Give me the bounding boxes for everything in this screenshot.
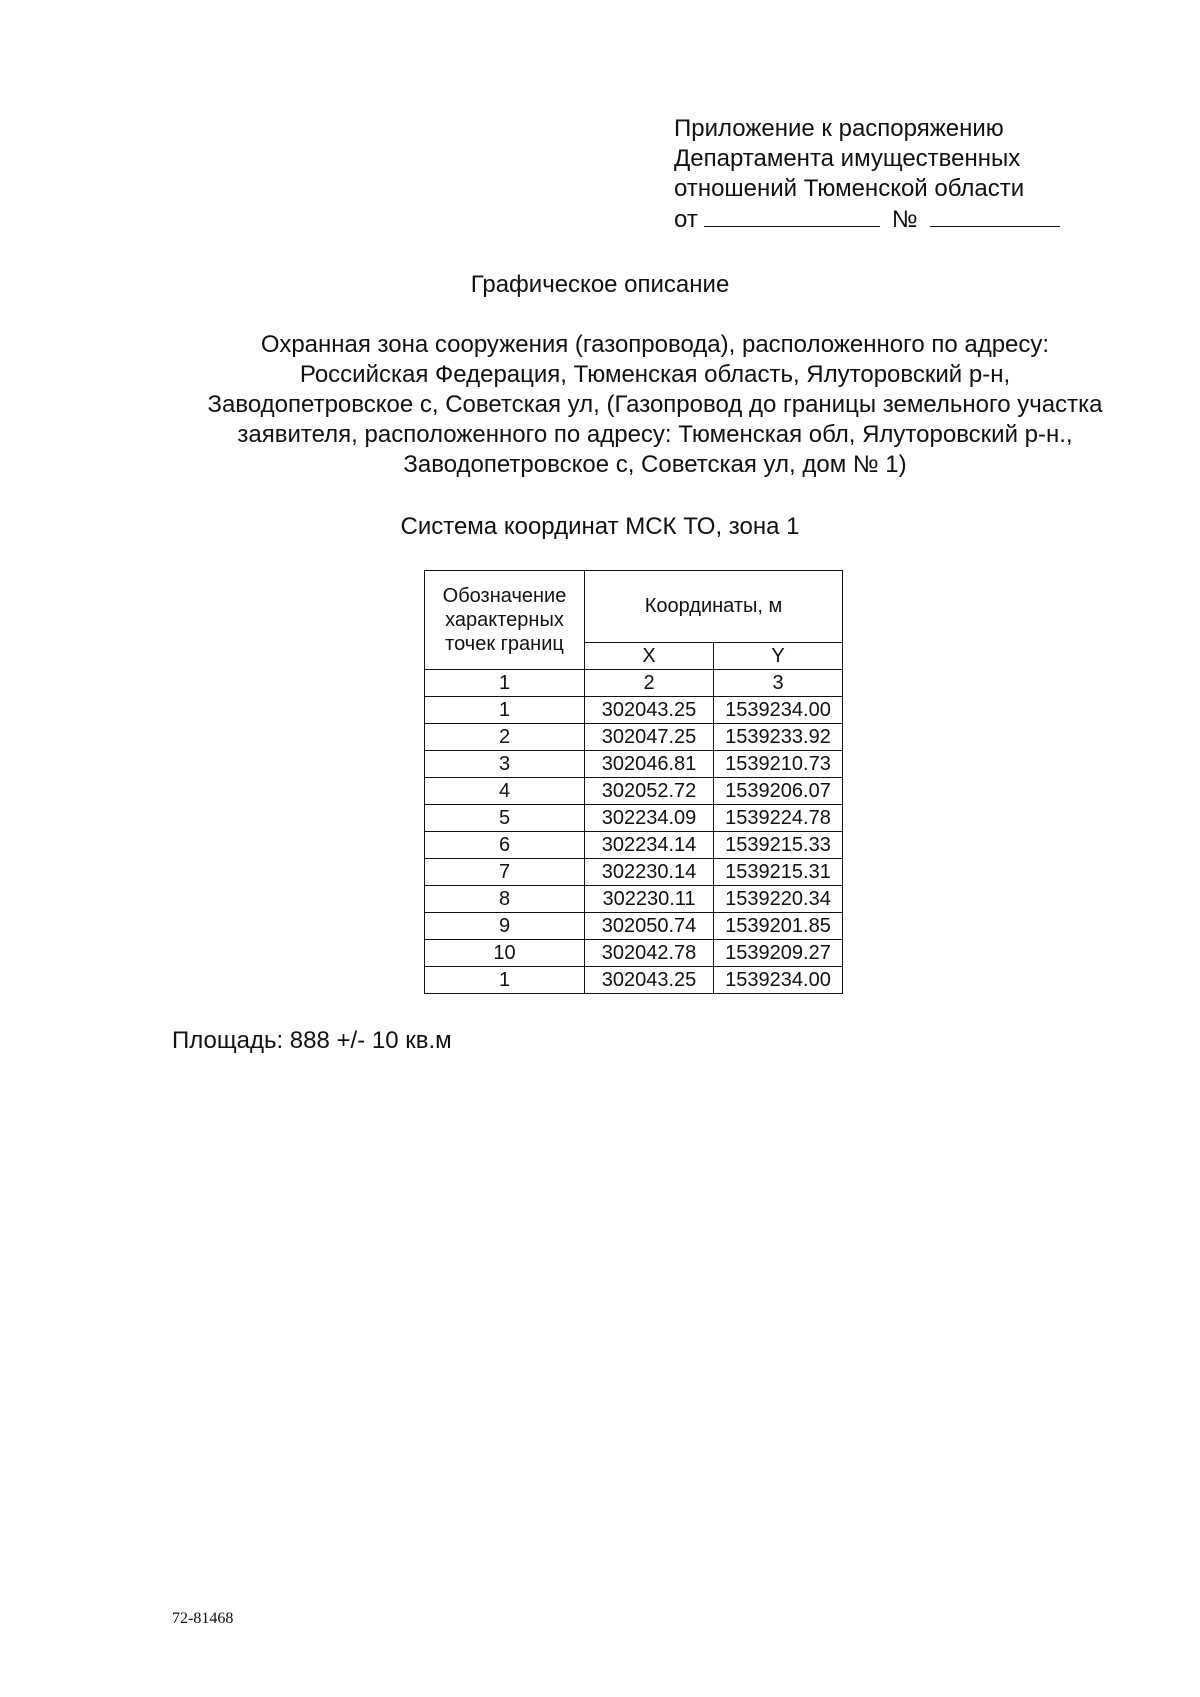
appendix-line-1: Приложение к распоряжению (674, 115, 1004, 142)
date-label: от (674, 206, 698, 233)
header-y: Y (714, 642, 843, 669)
x-cell: 302043.25 (585, 967, 714, 994)
appendix-header (674, 114, 1094, 235)
header-designation-line: характерных (445, 609, 564, 631)
table-row (425, 697, 843, 724)
y-cell: 1539215.33 (714, 832, 843, 859)
x-cell: 302042.78 (585, 940, 714, 967)
description-line: Российская Федерация, Тюменская область, Ялуторовский р-н, (299, 361, 1011, 388)
table-row (425, 859, 843, 886)
header-x: X (585, 642, 714, 669)
table-row (425, 940, 843, 967)
table-row (425, 913, 843, 940)
column-number: 3 (714, 670, 843, 697)
coordinate-system: Система координат МСК ТО, зона 1 (400, 513, 800, 540)
header-designation-line: точек границ (445, 633, 564, 655)
appendix-line-3: отношений Тюменской области (674, 175, 1025, 202)
table-row (425, 724, 843, 751)
header-coordinates: Координаты, м (585, 571, 843, 643)
description-line: заявителя, расположенного по адресу: Тюменская обл, Ялуторовский р-н., (237, 421, 1073, 448)
y-cell: 1539206.07 (714, 778, 843, 805)
table-row (425, 751, 843, 778)
y-cell: 1539201.85 (714, 913, 843, 940)
x-cell: 302046.81 (585, 751, 714, 778)
point-cell: 6 (425, 832, 585, 859)
point-cell: 4 (425, 778, 585, 805)
description-line: Заводопетровское с, Советская ул, дом № 1) (403, 451, 907, 478)
point-cell: 8 (425, 886, 585, 913)
y-cell: 1539209.27 (714, 940, 843, 967)
number-sign: № (891, 206, 918, 233)
point-cell: 2 (425, 724, 585, 751)
point-cell: 3 (425, 751, 585, 778)
footer-code: 72-81468 (172, 1610, 234, 1627)
point-cell: 7 (425, 859, 585, 886)
description-line: Охранная зона сооружения (газопровода), расположенного по адресу: (260, 331, 1050, 358)
y-cell: 1539234.00 (714, 967, 843, 994)
header-designation (425, 571, 585, 670)
table-row (425, 805, 843, 832)
area-value: Площадь: 888 +/- 10 кв.м (172, 1027, 452, 1054)
x-cell: 302052.72 (585, 778, 714, 805)
header-designation-line: Обозначение (442, 585, 567, 607)
point-cell: 1 (425, 967, 585, 994)
y-cell: 1539215.31 (714, 859, 843, 886)
table-row (425, 832, 843, 859)
column-number: 1 (425, 670, 585, 697)
table-row (425, 886, 843, 913)
point-cell: 10 (425, 940, 585, 967)
point-cell: 1 (425, 697, 585, 724)
x-cell: 302234.09 (585, 805, 714, 832)
x-cell: 302050.74 (585, 913, 714, 940)
x-cell: 302043.25 (585, 697, 714, 724)
date-blank (704, 204, 880, 227)
point-cell: 5 (425, 805, 585, 832)
coordinates-table (424, 570, 843, 994)
appendix-date-number-line (674, 204, 1094, 235)
x-cell: 302230.14 (585, 859, 714, 886)
table-row (425, 778, 843, 805)
table-header-row (425, 571, 843, 643)
x-cell: 302230.11 (585, 886, 714, 913)
y-cell: 1539220.34 (714, 886, 843, 913)
description-line: Заводопетровское с, Советская ул, (Газопровод до границы земельного участка (207, 391, 1103, 418)
number-blank (930, 204, 1060, 227)
point-cell: 9 (425, 913, 585, 940)
object-description (150, 330, 1160, 480)
column-number: 2 (585, 670, 714, 697)
y-cell: 1539224.78 (714, 805, 843, 832)
y-cell: 1539233.92 (714, 724, 843, 751)
x-cell: 302234.14 (585, 832, 714, 859)
x-cell: 302047.25 (585, 724, 714, 751)
column-number-row (425, 670, 843, 697)
document-title: Графическое описание (470, 271, 730, 298)
y-cell: 1539210.73 (714, 751, 843, 778)
y-cell: 1539234.00 (714, 697, 843, 724)
table-row (425, 967, 843, 994)
appendix-line-2: Департамента имущественных (674, 145, 1021, 172)
